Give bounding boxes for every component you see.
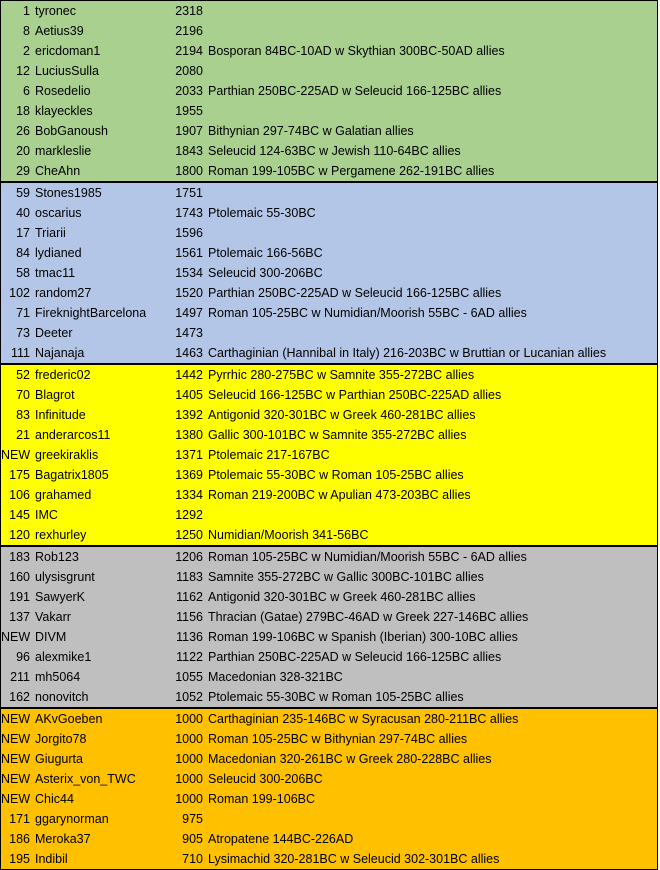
rank-cell: 137 [9, 610, 30, 624]
tier-group [0, 707, 658, 870]
rating-cell: 1442 [175, 368, 203, 382]
army-list-cell: Ptolemaic 166-56BC [208, 246, 323, 260]
table-row [1, 203, 657, 223]
table-row [1, 263, 657, 283]
player-name-cell: Triarii [35, 226, 66, 240]
player-name-cell: anderarcos11 [35, 428, 111, 442]
rank-cell: 211 [10, 670, 30, 684]
rating-cell: 1250 [175, 528, 203, 542]
rank-cell: 8 [23, 24, 30, 38]
rank-cell: 175 [9, 468, 30, 482]
player-name-cell: alexmike1 [35, 650, 92, 664]
player-name-cell: DIVM [35, 630, 67, 644]
table-row [1, 465, 657, 485]
army-list-cell: Macedonian 328-321BC [208, 670, 343, 684]
player-name-cell: IMC [35, 508, 58, 522]
army-list-cell: Thracian (Gatae) 279BC-46AD w Greek 227-146BC allies [208, 610, 529, 624]
rating-cell: 1743 [175, 206, 203, 220]
table-row [1, 61, 657, 81]
army-list-cell: Ptolemaic 55-30BC [208, 206, 316, 220]
army-list-cell: Seleucid 124-63BC w Jewish 110-64BC allies [208, 144, 461, 158]
player-name-cell: SawyerK [35, 590, 86, 604]
rank-cell: 195 [9, 852, 30, 866]
rank-cell: 71 [16, 306, 30, 320]
rating-cell: 1183 [176, 570, 203, 584]
player-name-cell: markleslie [35, 144, 92, 158]
rating-cell: 2033 [175, 84, 203, 98]
rank-cell: 111 [10, 346, 30, 360]
table-row [1, 101, 657, 121]
table-row [1, 41, 657, 61]
rank-cell: 183 [9, 550, 30, 564]
table-row [1, 1, 657, 21]
tier-group [0, 0, 658, 181]
army-list-cell [208, 1, 657, 21]
army-list-cell: Roman 105-25BC w Bithynian 297-74BC allies [208, 732, 468, 746]
player-name-cell: Giugurta [35, 752, 83, 766]
army-list-cell: Roman 219-200BC w Apulian 473-203BC allies [208, 488, 471, 502]
player-name-cell: random27 [35, 286, 92, 300]
tier-group [0, 545, 658, 707]
rating-cell: 1000 [175, 752, 203, 766]
rating-cell: 1751 [175, 186, 203, 200]
table-row [1, 21, 657, 41]
army-list-cell [208, 809, 657, 829]
rank-cell: NEW [1, 630, 31, 644]
player-name-cell: Chic44 [35, 792, 74, 806]
rank-cell: 20 [16, 144, 30, 158]
player-name-cell: Blagrot [35, 388, 75, 402]
army-list-cell: Lysimachid 320-281BC w Seleucid 302-301BC allies [208, 852, 500, 866]
rank-cell: NEW [1, 752, 31, 766]
rank-cell: 191 [9, 590, 30, 604]
rank-cell: 6 [23, 84, 30, 98]
army-list-cell: Roman 199-105BC w Pergamene 262-191BC allies [208, 164, 495, 178]
army-list-cell [208, 323, 657, 343]
army-list-cell [208, 223, 657, 243]
army-list-cell: Antigonid 320-301BC w Greek 460-281BC allies [208, 590, 476, 604]
rank-cell: 160 [9, 570, 30, 584]
tier-group [0, 363, 658, 545]
army-list-cell [208, 101, 657, 121]
player-name-cell: AKvGoeben [35, 712, 103, 726]
player-name-cell: Vakarr [35, 610, 71, 624]
player-name-cell: Bagatrix1805 [35, 468, 109, 482]
army-list-cell: Antigonid 320-301BC w Greek 460-281BC allies [208, 408, 476, 422]
table-row [1, 445, 657, 465]
rank-cell: 84 [16, 246, 30, 260]
table-row [1, 121, 657, 141]
table-row [1, 141, 657, 161]
tier-group [0, 181, 658, 363]
player-name-cell: Stones1985 [35, 186, 102, 200]
army-list-cell: Parthian 250BC-225AD w Seleucid 166-125BC allies [208, 650, 502, 664]
table-row [1, 385, 657, 405]
table-row [1, 709, 657, 729]
rank-cell: 52 [16, 368, 30, 382]
rank-cell: 106 [9, 488, 30, 502]
player-name-cell: FireknightBarcelona [35, 306, 147, 320]
rating-cell: 1000 [175, 792, 203, 806]
rank-cell: 186 [9, 832, 30, 846]
army-list-cell: Bithynian 297-74BC w Galatian allies [208, 124, 414, 138]
rating-cell: 1052 [175, 690, 203, 704]
rating-cell: 1463 [175, 346, 203, 360]
rating-cell: 1561 [175, 246, 203, 260]
player-name-cell: tmac11 [35, 266, 76, 280]
rank-cell: 18 [16, 104, 30, 118]
table-row [1, 223, 657, 243]
rating-cell: 1497 [175, 306, 203, 320]
player-name-cell: grahamed [35, 488, 92, 502]
player-name-cell: Rosedelio [35, 84, 91, 98]
rank-cell: 145 [9, 508, 30, 522]
table-row [1, 365, 657, 385]
army-list-cell: Gallic 300-101BC w Samnite 355-272BC allies [208, 428, 467, 442]
rank-cell: 29 [16, 164, 30, 178]
rank-cell: 120 [9, 528, 30, 542]
player-name-cell: tyronec [35, 4, 76, 18]
player-name-cell: Meroka37 [35, 832, 91, 846]
rank-cell: 162 [9, 690, 30, 704]
rating-cell: 1520 [175, 286, 203, 300]
rating-cell: 1392 [175, 408, 203, 422]
rank-cell: 12 [16, 64, 30, 78]
rating-cell: 2194 [175, 44, 203, 58]
army-list-cell [208, 21, 657, 41]
rating-cell: 1000 [175, 712, 203, 726]
player-name-cell: ggarynorman [35, 812, 109, 826]
table-row [1, 607, 657, 627]
rank-cell: 83 [16, 408, 30, 422]
player-name-cell: lydianed [35, 246, 82, 260]
table-row [1, 283, 657, 303]
table-row [1, 547, 657, 567]
table-row [1, 789, 657, 809]
player-name-cell: CheAhn [35, 164, 81, 178]
rating-cell: 1136 [176, 630, 203, 644]
rating-cell: 1405 [175, 388, 203, 402]
army-list-cell [208, 505, 657, 525]
player-name-cell: Najanaja [35, 346, 85, 360]
rank-cell: 102 [9, 286, 30, 300]
table-row [1, 303, 657, 323]
player-name-cell: klayeckles [35, 104, 93, 118]
table-row [1, 849, 657, 869]
rating-cell: 1907 [175, 124, 203, 138]
rating-cell: 1055 [175, 670, 203, 684]
table-row [1, 647, 657, 667]
army-list-cell: Roman 199-106BC w Spanish (Iberian) 300-10BC allies [208, 630, 518, 644]
rating-cell: 1369 [175, 468, 203, 482]
table-row [1, 485, 657, 505]
rank-cell: 73 [16, 326, 30, 340]
army-list-cell: Seleucid 300-206BC [208, 266, 323, 280]
player-name-cell: Aetius39 [35, 24, 84, 38]
player-name-cell: Rob123 [35, 550, 79, 564]
rank-cell: NEW [1, 772, 31, 786]
rating-cell: 1380 [175, 428, 203, 442]
table-row [1, 243, 657, 263]
army-list-cell: Numidian/Moorish 341-56BC [208, 528, 369, 542]
table-row [1, 769, 657, 789]
rating-cell: 2080 [175, 64, 203, 78]
army-list-cell: Atropatene 144BC-226AD [208, 832, 354, 846]
rating-cell: 2318 [175, 4, 203, 18]
player-name-cell: Indibil [35, 852, 68, 866]
rating-cell: 1206 [175, 550, 203, 564]
rank-cell: NEW [1, 732, 31, 746]
rank-cell: 58 [16, 266, 30, 280]
rating-cell: 710 [182, 852, 203, 866]
table-row [1, 627, 657, 647]
army-list-cell: Macedonian 320-261BC w Greek 280-228BC allies [208, 752, 492, 766]
rating-cell: 1473 [175, 326, 203, 340]
army-list-cell: Parthian 250BC-225AD w Seleucid 166-125BC allies [208, 286, 502, 300]
table-row [1, 323, 657, 343]
table-row [1, 505, 657, 525]
rank-cell: 59 [16, 186, 30, 200]
player-name-cell: ulysisgrunt [35, 570, 95, 584]
army-list-cell: Bosporan 84BC-10AD w Skythian 300BC-50AD allies [208, 44, 505, 58]
army-list-cell: Carthaginian (Hannibal in Italy) 216-203BC w Bruttian or Lucanian allies [208, 346, 607, 360]
rating-cell: 1534 [175, 266, 203, 280]
table-row [1, 809, 657, 829]
player-name-cell: Jorgito78 [35, 732, 87, 746]
rank-cell: 21 [16, 428, 30, 442]
army-list-cell [208, 183, 657, 203]
rank-cell: 96 [16, 650, 30, 664]
player-name-cell: mh5064 [35, 670, 81, 684]
player-name-cell: nonovitch [35, 690, 89, 704]
rating-cell: 1292 [175, 508, 203, 522]
rank-cell: 26 [16, 124, 30, 138]
table-row [1, 81, 657, 101]
table-row [1, 183, 657, 203]
player-name-cell: BobGanoush [35, 124, 108, 138]
army-list-cell: Pyrrhic 280-275BC w Samnite 355-272BC allies [208, 368, 475, 382]
rating-cell: 905 [182, 832, 203, 846]
rank-cell: 17 [16, 226, 30, 240]
table-row [1, 587, 657, 607]
rating-cell: 1955 [175, 104, 203, 118]
rating-cell: 1843 [175, 144, 203, 158]
rank-cell: 171 [9, 812, 30, 826]
army-list-cell: Seleucid 166-125BC w Parthian 250BC-225AD allies [208, 388, 502, 402]
army-list-cell: Ptolemaic 217-167BC [208, 448, 330, 462]
rating-cell: 1162 [176, 590, 203, 604]
table-row [1, 567, 657, 587]
table-row [1, 667, 657, 687]
army-list-cell: Roman 105-25BC w Numidian/Moorish 55BC - 6AD allies [208, 306, 527, 320]
player-name-cell: LuciusSulla [35, 64, 99, 78]
army-list-cell: Carthaginian 235-146BC w Syracusan 280-211BC allies [208, 712, 519, 726]
army-list-cell: Samnite 355-272BC w Gallic 300BC-101BC allies [208, 570, 484, 584]
table-row [1, 525, 657, 545]
rating-cell: 2196 [175, 24, 203, 38]
player-name-cell: Deeter [35, 326, 73, 340]
army-list-cell: Parthian 250BC-225AD w Seleucid 166-125BC allies [208, 84, 502, 98]
rank-cell: NEW [1, 448, 31, 462]
rank-cell: 2 [23, 44, 30, 58]
player-name-cell: oscarius [35, 206, 82, 220]
table-row [1, 425, 657, 445]
rating-cell: 1000 [175, 732, 203, 746]
player-name-cell: rexhurley [35, 528, 87, 542]
rating-cell: 1122 [176, 650, 203, 664]
player-name-cell: greekiraklis [35, 448, 99, 462]
rating-cell: 1371 [175, 448, 203, 462]
player-name-cell: Infinitude [35, 408, 86, 422]
rank-cell: NEW [1, 792, 31, 806]
rank-cell: 70 [16, 388, 30, 402]
army-list-cell: Roman 105-25BC w Numidian/Moorish 55BC - 6AD allies [208, 550, 527, 564]
player-name-cell: frederic02 [35, 368, 91, 382]
rating-cell: 975 [182, 812, 203, 826]
army-list-cell: Seleucid 300-206BC [208, 772, 323, 786]
army-list-cell: Roman 199-106BC [208, 792, 316, 806]
rank-cell: 40 [16, 206, 30, 220]
rank-cell: NEW [1, 712, 31, 726]
rating-cell: 1800 [175, 164, 203, 178]
table-row [1, 687, 657, 707]
army-list-cell: Ptolemaic 55-30BC w Roman 105-25BC allies [208, 468, 464, 482]
rating-cell: 1596 [175, 226, 203, 240]
table-row [1, 161, 657, 181]
player-name-cell: Asterix_von_TWC [35, 772, 136, 786]
army-list-cell: Ptolemaic 55-30BC w Roman 105-25BC allies [208, 690, 464, 704]
rank-cell: 1 [23, 4, 30, 18]
rating-cell: 1334 [175, 488, 203, 502]
table-row [1, 343, 657, 363]
table-row [1, 829, 657, 849]
table-row [1, 729, 657, 749]
rating-cell: 1156 [176, 610, 203, 624]
army-list-cell [208, 61, 657, 81]
player-name-cell: ericdoman1 [35, 44, 101, 58]
rating-cell: 1000 [175, 772, 203, 786]
table-row [1, 405, 657, 425]
table-row [1, 749, 657, 769]
